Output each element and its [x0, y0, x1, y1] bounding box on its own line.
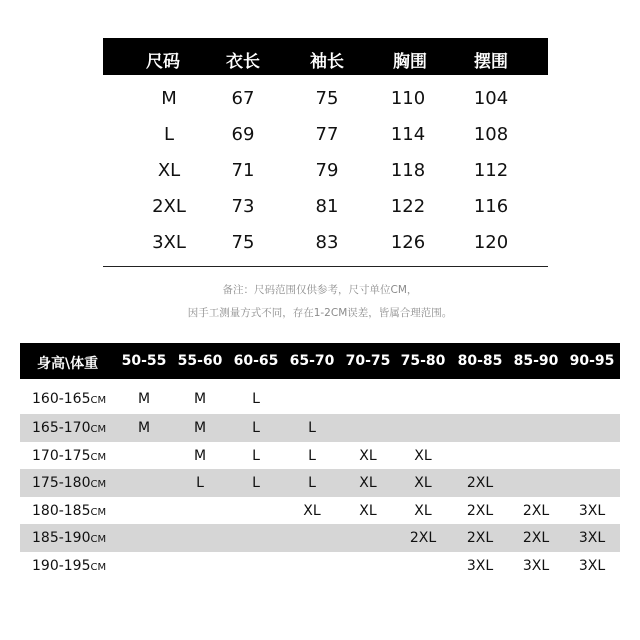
- size-cell: 3XL: [578, 558, 606, 574]
- size-cell: 3XL: [152, 232, 186, 253]
- table-row: [20, 524, 620, 552]
- size-cell: L: [196, 475, 204, 491]
- weight-header: 70-75: [345, 353, 391, 369]
- size-cell: 2XL: [522, 530, 550, 546]
- size-cell: XL: [359, 475, 377, 491]
- unit-label: CM: [90, 507, 107, 518]
- size-header-sleeve: 袖长: [310, 52, 344, 72]
- length-cell: 67: [231, 88, 255, 109]
- size-cell: 2XL: [152, 196, 186, 217]
- chest-cell: 118: [390, 160, 426, 181]
- weight-header: 90-95: [569, 353, 615, 369]
- unit-label: CM: [90, 479, 107, 490]
- size-row: [103, 120, 548, 150]
- length-cell: 71: [231, 160, 255, 181]
- size-cell: L: [252, 391, 260, 407]
- hem-cell: 116: [473, 196, 509, 217]
- corner-label: 身高\体重: [37, 356, 99, 372]
- table-row: [20, 442, 620, 470]
- size-cell: M: [193, 391, 207, 407]
- hem-cell: 108: [473, 124, 509, 145]
- size-table-header: [103, 38, 548, 75]
- height-label: 185-190CM: [32, 530, 107, 546]
- height-label: 170-175CM: [32, 448, 107, 464]
- size-cell: XL: [157, 160, 181, 181]
- size-cell: L: [252, 475, 260, 491]
- size-cell: 3XL: [466, 558, 494, 574]
- weight-header: 65-70: [289, 353, 335, 369]
- size-cell: 2XL: [466, 530, 494, 546]
- hem-cell: 112: [473, 160, 509, 181]
- size-cell: L: [163, 124, 175, 145]
- sleeve-cell: 77: [315, 124, 339, 145]
- size-cell: 3XL: [522, 558, 550, 574]
- height-label: 175-180CM: [32, 475, 107, 491]
- size-row: [103, 192, 548, 222]
- size-cell: XL: [303, 503, 321, 519]
- chest-cell: 122: [390, 196, 426, 217]
- size-cell: XL: [359, 503, 377, 519]
- length-cell: 75: [231, 232, 255, 253]
- unit-label: CM: [90, 395, 107, 406]
- note-line-2: 因手工测量方式不同，存在1-2CM误差，皆属合理范围。: [187, 307, 453, 319]
- table-row: [20, 414, 620, 442]
- weight-header: 85-90: [513, 353, 559, 369]
- size-cell: M: [193, 448, 207, 464]
- size-cell: L: [308, 448, 316, 464]
- table-row: [20, 469, 620, 497]
- size-header-hem: 摆围: [474, 52, 508, 72]
- hem-cell: 120: [473, 232, 509, 253]
- height-label: 165-170CM: [32, 420, 107, 436]
- weight-header: 55-60: [177, 353, 223, 369]
- table-divider: [103, 266, 548, 267]
- weight-header: 50-55: [121, 353, 167, 369]
- size-header-chest: 胸围: [393, 52, 427, 72]
- weight-header: 80-85: [457, 353, 503, 369]
- size-cell: XL: [414, 503, 432, 519]
- sleeve-cell: 81: [315, 196, 339, 217]
- size-cell: M: [193, 420, 207, 436]
- chest-cell: 114: [390, 124, 426, 145]
- length-cell: 73: [231, 196, 255, 217]
- size-cell: L: [252, 448, 260, 464]
- size-cell: L: [308, 475, 316, 491]
- unit-label: CM: [90, 452, 107, 463]
- height-label: 160-165CM: [32, 391, 107, 407]
- sleeve-cell: 79: [315, 160, 339, 181]
- body-table-header: [20, 343, 620, 379]
- weight-header: 75-80: [400, 353, 446, 369]
- size-cell: 3XL: [578, 503, 606, 519]
- length-cell: 69: [231, 124, 255, 145]
- chest-cell: 110: [390, 88, 426, 109]
- chest-cell: 126: [390, 232, 426, 253]
- table-row: [20, 552, 620, 580]
- size-cell: L: [252, 420, 260, 436]
- size-header-size: 尺码: [146, 52, 180, 72]
- size-cell: M: [137, 391, 151, 407]
- size-cell: XL: [414, 448, 432, 464]
- hem-cell: 104: [473, 88, 509, 109]
- size-cell: XL: [414, 475, 432, 491]
- weight-header: 60-65: [233, 353, 279, 369]
- size-cell: M: [161, 88, 177, 109]
- size-cell: XL: [359, 448, 377, 464]
- size-row: [103, 156, 548, 186]
- size-cell: 2XL: [466, 475, 494, 491]
- size-header-length: 衣长: [226, 52, 260, 72]
- size-cell: L: [308, 420, 316, 436]
- height-label: 190-195CM: [32, 558, 107, 574]
- size-cell: 2XL: [409, 530, 437, 546]
- table-row: [20, 385, 620, 413]
- size-row: [103, 228, 548, 258]
- table-row: [20, 497, 620, 525]
- size-row: [103, 84, 548, 114]
- height-label: 180-185CM: [32, 503, 107, 519]
- unit-label: CM: [90, 562, 107, 573]
- sleeve-cell: 75: [315, 88, 339, 109]
- size-cell: 3XL: [578, 530, 606, 546]
- size-cell: M: [137, 420, 151, 436]
- size-cell: 2XL: [522, 503, 550, 519]
- note-line-1: 备注：尺码范围仅供参考，尺寸单位CM，: [222, 284, 418, 296]
- sleeve-cell: 83: [315, 232, 339, 253]
- unit-label: CM: [90, 424, 107, 435]
- size-cell: 2XL: [466, 503, 494, 519]
- unit-label: CM: [90, 534, 107, 545]
